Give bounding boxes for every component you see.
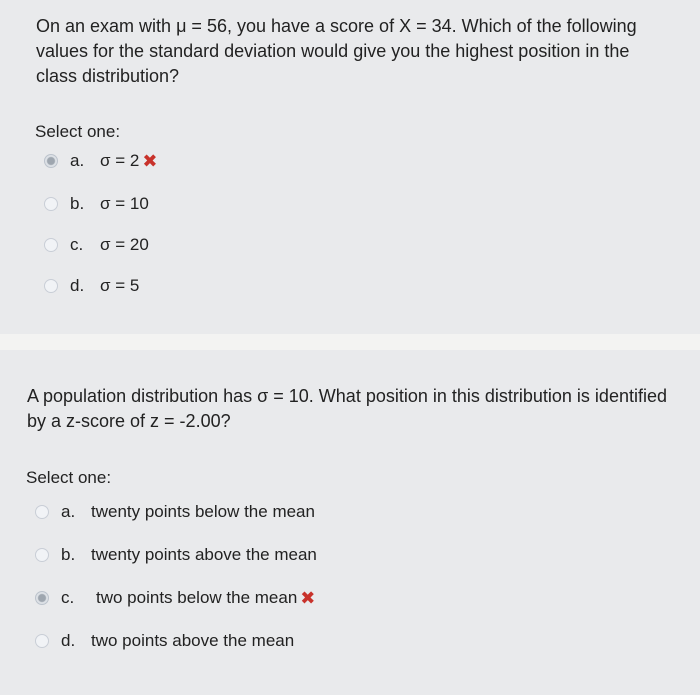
option-letter: d. (61, 631, 76, 650)
question-1-text: On an exam with μ = 56, you have a score of X = 34. Which of the following values for the standard deviation would give you the highest position in the class distribution? (36, 16, 637, 86)
question-2-option-b[interactable] (35, 543, 317, 567)
option-letter: c. (61, 588, 75, 607)
option-letter: b. (61, 545, 76, 564)
option-text: σ = 5 (100, 276, 140, 295)
option-text: two points below the mean (96, 588, 298, 607)
option-letter: a. (70, 151, 85, 170)
question-1-option-a[interactable] (44, 149, 157, 173)
radio-selected-icon[interactable] (44, 154, 58, 168)
radio-icon[interactable] (44, 279, 58, 293)
option-text: twenty points below the mean (91, 502, 315, 521)
question-2-text: A population distribution has σ = 10. What position in this distribution is identified by a z-score of z = -2.00? (27, 386, 667, 431)
radio-selected-icon[interactable] (35, 591, 49, 605)
radio-icon[interactable] (35, 548, 49, 562)
question-1-select-label: Select one: (35, 122, 121, 141)
radio-icon[interactable] (35, 505, 49, 519)
option-letter: a. (61, 502, 76, 521)
question-1-card (0, 0, 700, 334)
option-letter: d. (70, 276, 85, 295)
question-1-option-b[interactable] (44, 192, 149, 216)
incorrect-x-icon: ✖ (300, 587, 316, 608)
option-text: twenty points above the mean (91, 545, 317, 564)
question-1-option-d[interactable] (44, 274, 139, 298)
option-letter: b. (70, 194, 85, 213)
incorrect-x-icon: ✖ (142, 150, 158, 171)
radio-icon[interactable] (44, 197, 58, 211)
option-text: two points above the mean (91, 631, 295, 650)
option-text: σ = 20 (100, 235, 149, 254)
radio-icon[interactable] (44, 238, 58, 252)
option-letter: c. (70, 235, 84, 254)
option-text: σ = 10 (100, 194, 149, 213)
question-2-option-c[interactable] (35, 586, 315, 610)
question-2-option-d[interactable] (35, 629, 294, 653)
question-2-select-label: Select one: (26, 468, 112, 487)
radio-icon[interactable] (35, 634, 49, 648)
question-2-option-a[interactable] (35, 500, 315, 524)
option-text: σ = 2 (100, 151, 140, 170)
question-1-option-c[interactable] (44, 233, 149, 257)
